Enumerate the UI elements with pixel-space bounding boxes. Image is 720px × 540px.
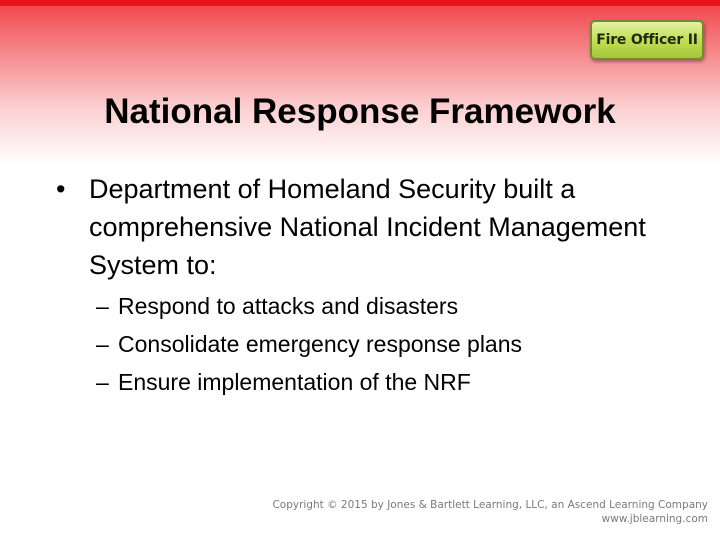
sub-bullet-marker: – [96, 369, 109, 395]
sub-bullet-marker: – [96, 293, 109, 319]
copyright-line: Copyright © 2015 by Jones & Bartlett Learning, LLC, an Ascend Learning Company [272, 499, 708, 511]
sub-bullet-text: Respond to attacks and disasters [118, 293, 459, 319]
sub-bullet-text: Ensure implementation of the NRF [118, 369, 471, 395]
sub-bullet-item [96, 287, 696, 325]
main-bullet-text: Department of Homeland Security built a comprehensive National Incident Management System to: [89, 174, 646, 280]
sub-bullet-list [96, 287, 696, 401]
sub-bullet-text: Consolidate emergency response plans [118, 331, 523, 357]
badge-label: Fire Officer II [596, 32, 698, 48]
fire-officer-badge [590, 20, 704, 60]
bullet-marker: • [56, 174, 66, 204]
sub-bullet-item [96, 363, 696, 401]
copyright-notice [272, 498, 708, 526]
sub-bullet-item [96, 325, 696, 363]
publisher-url: www.jblearning.com [601, 513, 708, 525]
slide-title: National Response Framework [104, 92, 616, 131]
sub-bullet-marker: – [96, 331, 109, 357]
main-bullet [56, 170, 676, 284]
